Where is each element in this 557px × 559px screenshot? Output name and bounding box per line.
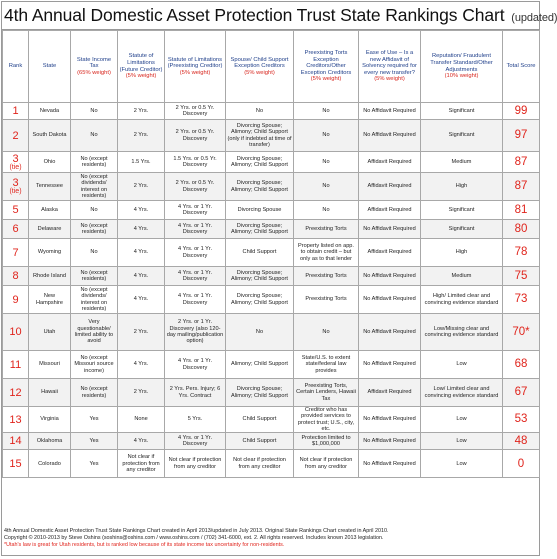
col-header-weight: (5% weight) — [179, 69, 211, 76]
cell-sol-pre: 2 Yrs. or 0.5 Yr. Discovery — [165, 120, 226, 152]
cell-sol-pre: 4 Yrs. or 1 Yr. Discovery — [165, 220, 226, 239]
table-row — [3, 351, 540, 379]
cell-torts: No — [294, 201, 359, 220]
cell-reputation: Low/Missing clear and convincing evidence standard — [421, 314, 503, 351]
col-header-weight: (5% weight) — [374, 76, 405, 83]
cell-reputation: High/ Limited clear and convincing evidence standard — [421, 286, 503, 314]
cell-torts: Not clear if protection from any creditor — [294, 450, 359, 478]
table-row — [3, 267, 540, 286]
cell-sol-future: None — [118, 407, 165, 433]
col-header-state — [29, 31, 71, 103]
cell-income-tax: No (except residents) — [71, 220, 118, 239]
cell-sol-future: 4 Yrs. — [118, 433, 165, 450]
table-row — [3, 379, 540, 407]
cell-rank — [3, 433, 29, 450]
cell-spouse: Divorcing Spouse; Alimony; Child Support — [226, 286, 294, 314]
col-header-weight: (5% weight) — [244, 69, 275, 76]
cell-sol-future: 4 Yrs. — [118, 201, 165, 220]
cell-score: 53 — [503, 407, 540, 433]
cell-spouse: Divorcing Spouse; Alimony; Child Support — [226, 267, 294, 286]
cell-reputation: High — [421, 239, 503, 267]
cell-sol-future: 4 Yrs. — [118, 286, 165, 314]
col-header-label: Ease of Use – Is a new Affidavit of Solvency required for every new transfer? — [362, 50, 417, 76]
cell-state: Ohio — [29, 152, 71, 173]
cell-income-tax: Yes — [71, 407, 118, 433]
col-header-weight: (65% weight) — [77, 69, 111, 76]
cell-score: 73 — [503, 286, 540, 314]
cell-state: Missouri — [29, 351, 71, 379]
cell-income-tax: No (except dividends/ interest on residents) — [71, 286, 118, 314]
rank-number: 8 — [12, 270, 19, 282]
cell-income-tax: No (except residents) — [71, 379, 118, 407]
cell-sol-pre: Not clear if protection from any creditor — [165, 450, 226, 478]
cell-rank — [3, 314, 29, 351]
cell-ease: No Affidavit Required — [359, 220, 421, 239]
col-header-rank — [3, 31, 29, 103]
col-header-label: State — [42, 63, 57, 70]
col-header-label: Rank — [8, 63, 23, 70]
cell-rank — [3, 286, 29, 314]
cell-sol-future: 2 Yrs. — [118, 120, 165, 152]
cell-ease: Affidavit Required — [359, 201, 421, 220]
cell-state: Nevada — [29, 103, 71, 120]
cell-rank — [3, 220, 29, 239]
cell-sol-pre: 2 Yrs. Pers. Injury; 6 Yrs. Contract — [165, 379, 226, 407]
cell-income-tax: Very questionable/ limited ability to avoid — [71, 314, 118, 351]
cell-torts: No — [294, 173, 359, 201]
rank-tie: (tie) — [9, 163, 22, 171]
col-header-income-tax — [71, 31, 118, 103]
cell-sol-future: 4 Yrs. — [118, 220, 165, 239]
rank-number: 3 — [12, 152, 19, 165]
rank-number: 14 — [9, 435, 22, 448]
col-header-reputation — [421, 31, 503, 103]
cell-torts: No — [294, 314, 359, 351]
cell-reputation: Medium — [421, 152, 503, 173]
col-header-weight: (5% weight) — [125, 73, 157, 80]
col-header-ease — [359, 31, 421, 103]
table-row — [3, 314, 540, 351]
cell-rank — [3, 239, 29, 267]
cell-sol-pre: 2 Yrs. or 0.5 Yr. Discovery — [165, 103, 226, 120]
rank-number: 12 — [9, 386, 22, 399]
cell-sol-future: 1.5 Yrs. — [118, 152, 165, 173]
rank-number: 13 — [9, 413, 22, 426]
cell-ease: No Affidavit Required — [359, 351, 421, 379]
rank-number: 2 — [12, 129, 19, 142]
cell-spouse: Child Support — [226, 407, 294, 433]
cell-reputation: Low — [421, 407, 503, 433]
cell-torts: Property listed on app. to obtain credit – but only as to that lender — [294, 239, 359, 267]
col-header-label: Statute of Limitations (Preexisting Creditor) — [167, 56, 223, 70]
col-header-label: Preexisting Torts Exception Creditors/Other Exception Creditors — [300, 50, 352, 76]
col-header-label: Total Score — [506, 63, 536, 70]
rank-number: 10 — [9, 326, 22, 338]
cell-score: 68 — [503, 351, 540, 379]
col-header-label: Reputation/ Fraudulent Transfer Standard/Other Adjustments — [430, 53, 493, 73]
cell-sol-pre: 2 Yrs. or 0.5 Yr. Discovery — [165, 173, 226, 201]
cell-sol-pre: 4 Yrs. or 1 Yr. Discovery — [165, 433, 226, 450]
cell-sol-future: 2 Yrs. — [118, 173, 165, 201]
table-row — [3, 286, 540, 314]
rank-number: 6 — [12, 223, 19, 235]
cell-rank — [3, 173, 29, 201]
cell-reputation: Significant — [421, 120, 503, 152]
cell-income-tax: No (except Missouri source income) — [71, 351, 118, 379]
page-title — [4, 5, 557, 26]
cell-score: 80 — [503, 220, 540, 239]
cell-torts: No — [294, 120, 359, 152]
cell-sol-future: 2 Yrs. — [118, 103, 165, 120]
col-header-weight: (10% weight) — [444, 73, 479, 80]
col-header-label: Spouse/ Child Support Exception Creditors — [230, 56, 289, 70]
cell-score: 99 — [503, 103, 540, 120]
cell-score: 81 — [503, 201, 540, 220]
cell-sol-pre: 1.5 Yrs. or 0.5 Yr. Discovery — [165, 152, 226, 173]
cell-spouse: Not clear if protection from any creditor — [226, 450, 294, 478]
cell-ease: No Affidavit Required — [359, 433, 421, 450]
rank-number: 11 — [9, 358, 22, 371]
cell-income-tax: No (except residents) — [71, 152, 118, 173]
cell-state: Colorado — [29, 450, 71, 478]
rank-number: 1 — [12, 105, 19, 117]
cell-ease: Affidavit Required — [359, 379, 421, 407]
table-row — [3, 220, 540, 239]
title-suffix: (updated) — [511, 12, 557, 24]
col-header-torts — [294, 31, 359, 103]
cell-state: Rhode Island — [29, 267, 71, 286]
cell-reputation: Low — [421, 450, 503, 478]
cell-spouse: Divorcing Spouse; Alimony; Child Support (only if indebted at time of transfer) — [226, 120, 294, 152]
cell-reputation: Low/ Limited clear and convincing evidence standard — [421, 379, 503, 407]
cell-ease: No Affidavit Required — [359, 450, 421, 478]
footer-line-1: 4th Annual Domestic Asset Protection Trust State Rankings Chart created in April 2013/updated in July 2013. Original State Rankings Chart created in April 2010. — [4, 528, 389, 534]
cell-state: Alaska — [29, 201, 71, 220]
cell-rank — [3, 152, 29, 173]
cell-score: 87 — [503, 152, 540, 173]
cell-spouse: Divorcing Spouse; Alimony; Child Support — [226, 152, 294, 173]
cell-rank — [3, 267, 29, 286]
header-row — [3, 31, 540, 103]
cell-spouse: Alimony; Child Support — [226, 351, 294, 379]
cell-torts: State/U.S. to extent state/federal law provides — [294, 351, 359, 379]
cell-reputation: Medium — [421, 267, 503, 286]
cell-income-tax: No — [71, 103, 118, 120]
cell-ease: Affidavit Required — [359, 152, 421, 173]
cell-torts: Preexisting Torts, Certain Lenders, Hawaii Tax — [294, 379, 359, 407]
cell-sol-future: 2 Yrs. — [118, 314, 165, 351]
cell-reputation: Low — [421, 351, 503, 379]
cell-sol-pre: 4 Yrs. or 1 Yr. Discovery — [165, 351, 226, 379]
cell-state: Virginia — [29, 407, 71, 433]
col-header-spouse — [226, 31, 294, 103]
table-row — [3, 450, 540, 478]
cell-ease: No Affidavit Required — [359, 120, 421, 152]
table-row — [3, 120, 540, 152]
footer-line-2: Copyright © 2010-2013 by Steve Oshins (soshins@oshins.com / www.oshins.com / (702) 341-6000, ext. 2. All rights reserved. Includes known 2013 legislation. — [4, 535, 384, 542]
cell-sol-future: 4 Yrs. — [118, 267, 165, 286]
col-header-label: State Income Tax — [76, 56, 112, 70]
table-row — [3, 433, 540, 450]
table-row — [3, 201, 540, 220]
cell-sol-pre: 2 Yrs. or 1 Yr. Discovery (also 120-day mailing/publication option) — [165, 314, 226, 351]
table-body — [3, 103, 540, 478]
rank-number: 3 — [12, 177, 19, 189]
cell-sol-future: Not clear if protection from any creditor — [118, 450, 165, 478]
col-header-sol-pre — [165, 31, 226, 103]
cell-income-tax: No — [71, 201, 118, 220]
cell-reputation: Low — [421, 433, 503, 450]
table-row — [3, 407, 540, 433]
cell-torts: Protection limited to $1,000,000 — [294, 433, 359, 450]
cell-sol-pre: 4 Yrs. or 1 Yr. Discovery — [165, 267, 226, 286]
rankings-table — [2, 30, 540, 478]
cell-reputation: Significant — [421, 201, 503, 220]
cell-sol-future: 4 Yrs. — [118, 351, 165, 379]
table-header — [3, 31, 540, 103]
cell-spouse: Divorcing Spouse; Alimony; Child Support — [226, 379, 294, 407]
cell-sol-pre: 4 Yrs. or 1 Yr. Discovery — [165, 239, 226, 267]
footer-note: *Utah's law is great for Utah residents, but is ranked low because of its state income tax uncertainty for non-residents. — [4, 542, 285, 549]
cell-reputation: Significant — [421, 220, 503, 239]
table-row — [3, 152, 540, 173]
col-header-score — [503, 31, 540, 103]
cell-spouse: Child Support — [226, 239, 294, 267]
cell-state: Delaware — [29, 220, 71, 239]
cell-score: 48 — [503, 433, 540, 450]
cell-income-tax: Yes — [71, 433, 118, 450]
cell-rank — [3, 103, 29, 120]
cell-spouse: No — [226, 314, 294, 351]
table-row — [3, 239, 540, 267]
cell-sol-future: 4 Yrs. — [118, 239, 165, 267]
table-row — [3, 173, 540, 201]
cell-income-tax: Yes — [71, 450, 118, 478]
table-row — [3, 103, 540, 120]
cell-score: 78 — [503, 239, 540, 267]
cell-torts: No — [294, 103, 359, 120]
cell-ease: No Affidavit Required — [359, 286, 421, 314]
cell-ease: No Affidavit Required — [359, 103, 421, 120]
cell-sol-pre: 4 Yrs. or 1 Yr. Discovery — [165, 201, 226, 220]
cell-rank — [3, 407, 29, 433]
cell-state: Wyoming — [29, 239, 71, 267]
cell-torts: Preexisting Torts — [294, 220, 359, 239]
cell-score: 0 — [503, 450, 540, 478]
cell-income-tax: No — [71, 239, 118, 267]
cell-income-tax: No (except dividends/ interest on residents) — [71, 173, 118, 201]
cell-income-tax: No — [71, 120, 118, 152]
cell-sol-pre: 4 Yrs. or 1 Yr. Discovery — [165, 286, 226, 314]
cell-state: Hawaii — [29, 379, 71, 407]
cell-rank — [3, 379, 29, 407]
rank-number: 15 — [9, 457, 22, 470]
cell-ease: No Affidavit Required — [359, 314, 421, 351]
cell-score: 75 — [503, 267, 540, 286]
title-bar — [2, 2, 557, 30]
cell-spouse: Divorcing Spouse — [226, 201, 294, 220]
cell-ease: Affidavit Required — [359, 173, 421, 201]
cell-spouse: No — [226, 103, 294, 120]
col-header-weight: (5% weight) — [310, 76, 342, 83]
col-header-sol-future — [118, 31, 165, 103]
cell-rank — [3, 351, 29, 379]
cell-ease: No Affidavit Required — [359, 267, 421, 286]
cell-spouse: Child Support — [226, 433, 294, 450]
cell-torts: No — [294, 152, 359, 173]
rank-number: 7 — [12, 246, 19, 259]
cell-ease: Affidavit Required — [359, 239, 421, 267]
cell-score: 97 — [503, 120, 540, 152]
cell-state: South Dakota — [29, 120, 71, 152]
cell-torts: Preexisting Torts — [294, 267, 359, 286]
rank-number: 9 — [12, 293, 19, 306]
cell-state: New Hampshire — [29, 286, 71, 314]
cell-sol-pre: 5 Yrs. — [165, 407, 226, 433]
rank-number: 5 — [12, 204, 19, 216]
cell-state: Utah — [29, 314, 71, 351]
footer — [4, 528, 538, 549]
cell-rank — [3, 450, 29, 478]
cell-sol-future: 2 Yrs. — [118, 379, 165, 407]
cell-spouse: Divorcing Spouse; Alimony; Child Support — [226, 220, 294, 239]
cell-score: 67 — [503, 379, 540, 407]
title-text: 4th Annual Domestic Asset Protection Trust State Rankings Chart — [4, 5, 505, 25]
cell-torts: Preexisting Torts — [294, 286, 359, 314]
cell-state: Oklahoma — [29, 433, 71, 450]
col-header-label: Statute of Limitations (Future Creditor) — [119, 53, 163, 73]
cell-reputation: Significant — [421, 103, 503, 120]
cell-state: Tennessee — [29, 173, 71, 201]
cell-score: 87 — [503, 173, 540, 201]
cell-ease: No Affidavit Required — [359, 407, 421, 433]
cell-reputation: High — [421, 173, 503, 201]
cell-score: 70* — [503, 314, 540, 351]
cell-rank — [3, 120, 29, 152]
rank-tie: (tie) — [9, 188, 22, 195]
cell-income-tax: No (except residents) — [71, 267, 118, 286]
cell-rank — [3, 201, 29, 220]
cell-torts: Creditor who has provided services to protect trust; U.S., city, etc. — [294, 407, 359, 433]
cell-spouse: Divorcing Spouse; Alimony; Child Support — [226, 173, 294, 201]
